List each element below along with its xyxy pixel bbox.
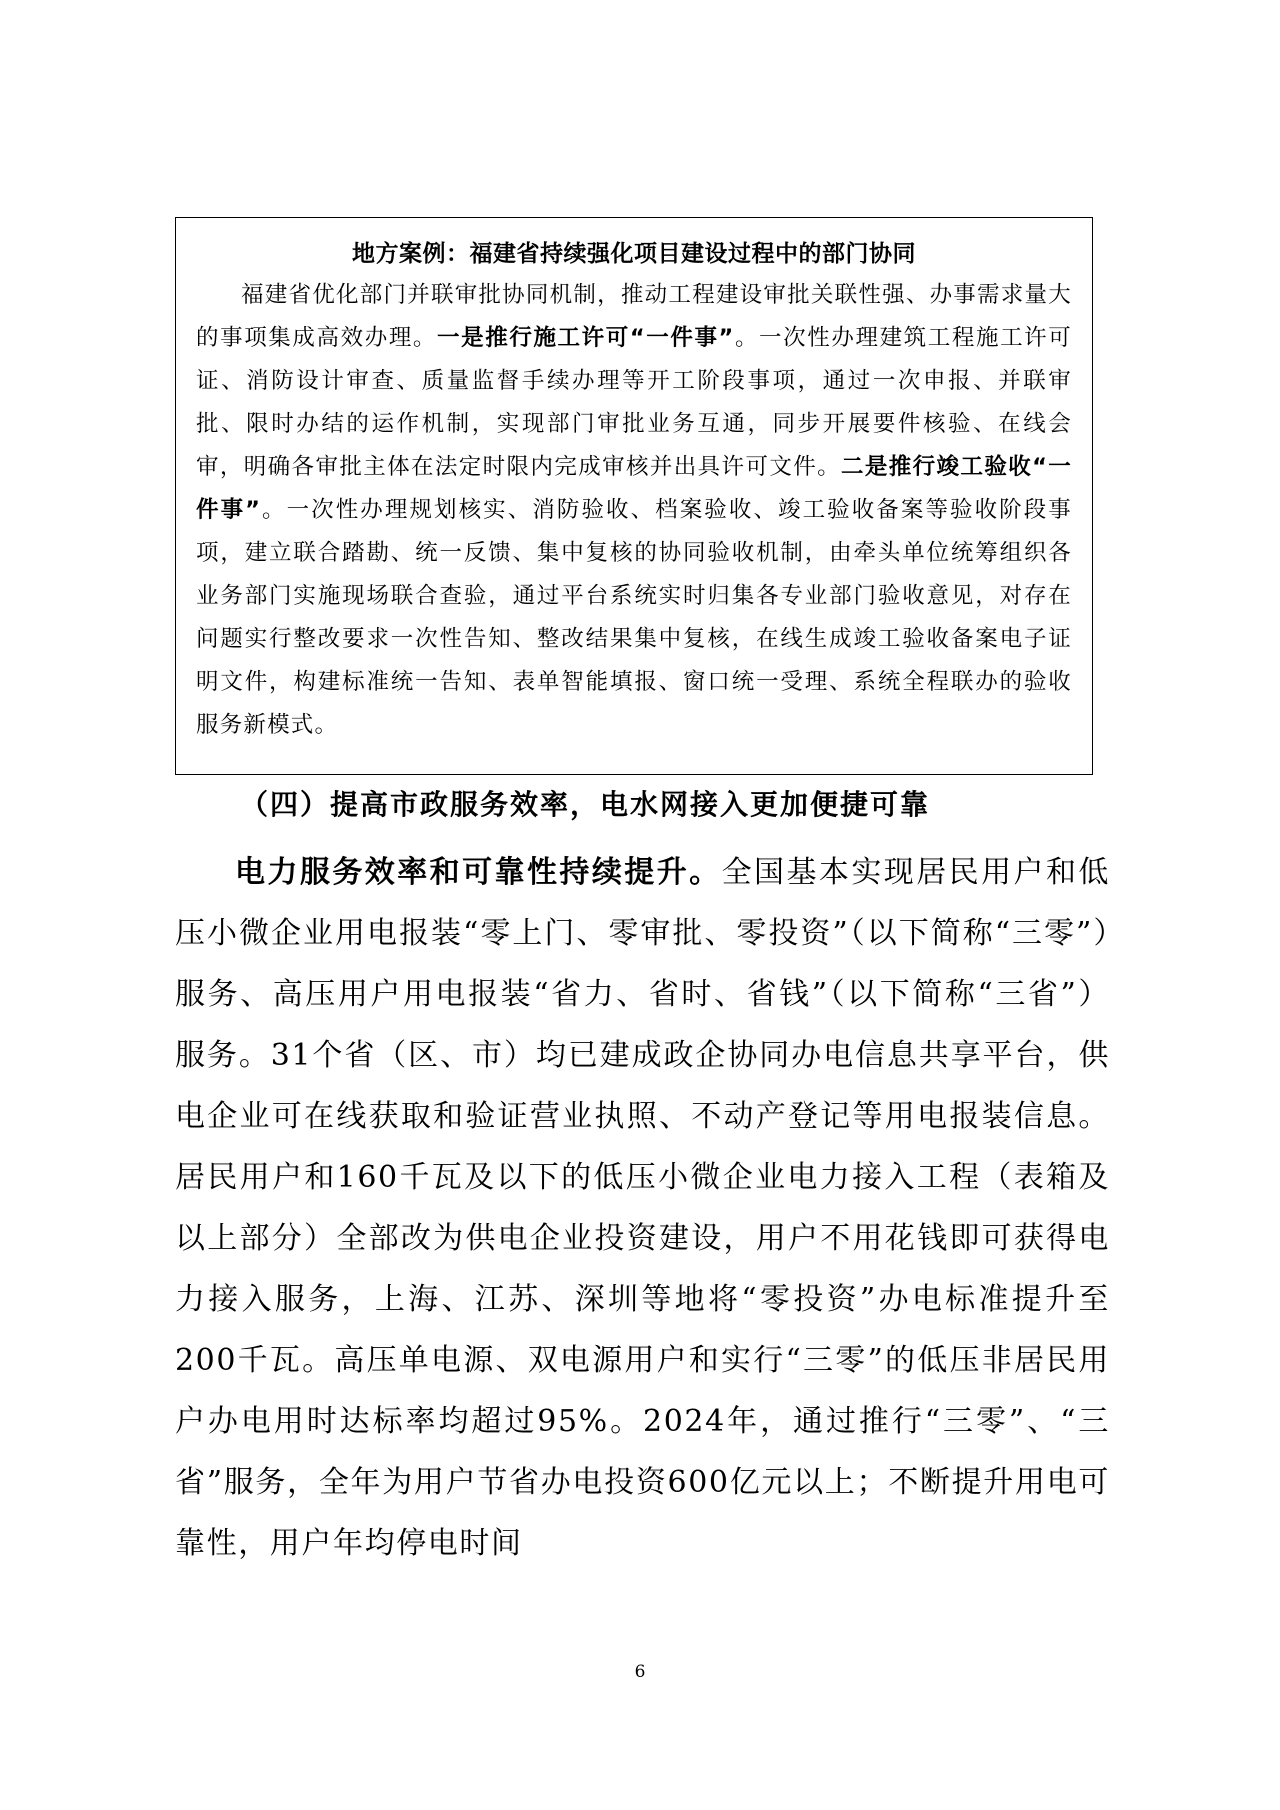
case-study-paragraph <box>196 274 1072 747</box>
body-text: 全国基本实现居民用户和低压小微企业用电报装“零上门、零审批、零投资”（以下简称“三零”）服务、高压用户用电报装“省力、省时、省钱”（以下简称“三省”）服务。31个省（区、市）均已建成政企协同办电信息共享平台，供电企业可在线获取和验证营业执照、不动产登记等用电报装信息。居民用户和160千瓦及以下的低压小微企业电力接入工程（表箱及以上部分）全部改为供电企业投资建设，用户不用花钱即可获得电力接入服务，上海、江苏、深圳等地将“零投资”办电标准提升至200千瓦。高压单电源、双电源用户和实行“三零”的低压非居民用户办电用时达标率均超过95%。2024年，通过推行“三零”、“三省”服务，全年为用户节省办电投资600亿元以上；不断提升用电可靠性，用户年均停电时间 <box>175 855 1110 1561</box>
case-point-one-text: 。一次性办理建筑工程施工许可证、消防设计审查、质量监督手续办理等开工阶段事项，通过一次申报、并联审批、限时办结的运作机制，实现部门审批业务互通，同步开展要件核验、在线会审，明确各审批主体在法定时限内完成审核并出具许可文件。 <box>196 325 1072 480</box>
case-point-two-heading: 二是推行竣工验收“一件事” <box>196 454 1072 523</box>
case-point-two-text: 。一次性办理规划核实、消防验收、档案验收、竣工验收备案等验收阶段事项，建立联合踏勘、统一反馈、集中复核的协同验收机制，由牵头单位统筹组织各业务部门实施现场联合查验，通过平台系统实时归集各专业部门验收意见，对存在问题实行整改要求一次性告知、整改结果集中复核，在线生成竣工验收备案电子证明文件，构建标准统一告知、表单智能填报、窗口统一受理、系统全程联办的验收服务新模式。 <box>196 497 1072 738</box>
case-text-intro: 福建省优化部门并联审批协同机制，推动工程建设审批关联性强、办事需求量大的事项集成高效办理。 <box>196 282 1072 351</box>
case-study-box <box>175 217 1093 775</box>
body-paragraph <box>175 842 1110 1574</box>
case-point-one-heading: 一是推行施工许可“一件事” <box>437 325 735 351</box>
body-lead-sentence: 电力服务效率和可靠性持续提升。 <box>235 855 722 890</box>
case-study-title: 地方案例：福建省持续强化项目建设过程中的部门协同 <box>352 241 916 267</box>
page-number: 6 <box>634 1662 646 1682</box>
section-heading: （四）提高市政服务效率，电水网接入更加便捷可靠 <box>240 788 931 821</box>
